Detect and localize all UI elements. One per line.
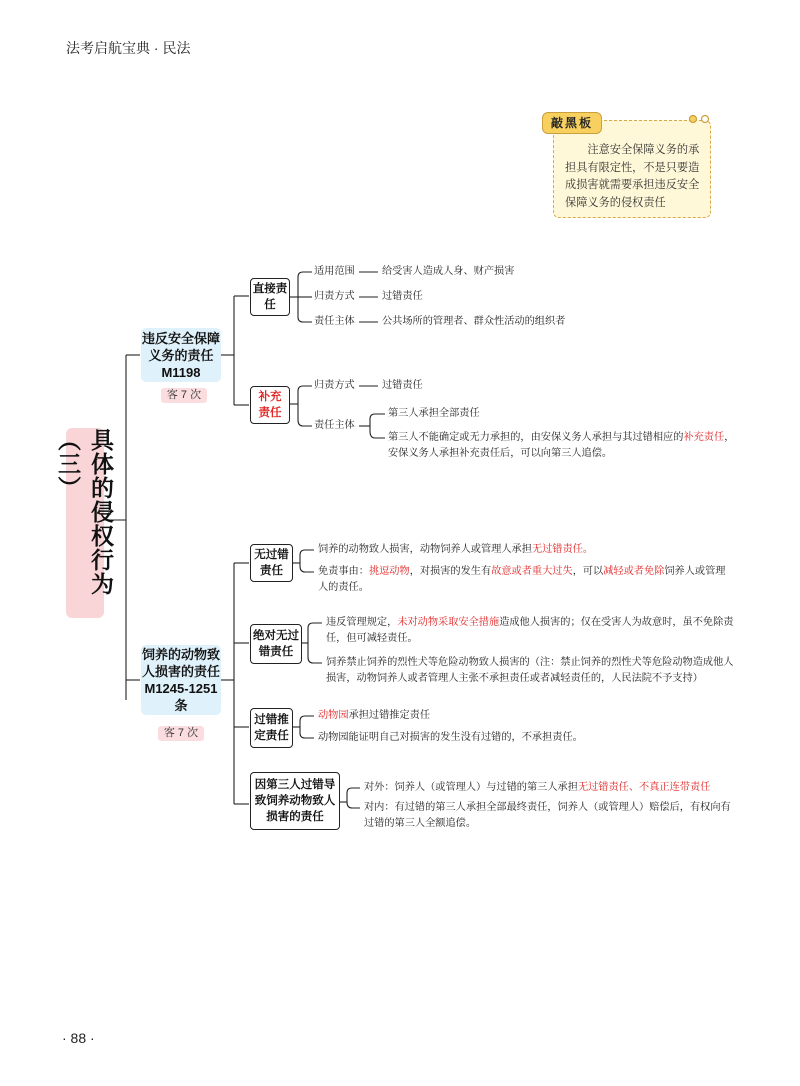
direct-attribution-label: 归责方式	[314, 291, 355, 302]
page-header: 法考启航宝典 · 民法	[66, 40, 191, 56]
direct-subject-label: 责任主体	[314, 316, 355, 327]
presumed-item2: 动物园能证明自己对损害的发生没有过错的，不承担责任。	[318, 732, 583, 743]
supplement-item2-text: 第三人不能确定或无力承担的，由安保义务人承担与其过错相应的	[388, 432, 684, 443]
presumed-item1	[318, 709, 430, 723]
absolute-item2-line1: 饲养禁止饲养的烈性犬等危险动物致人损害的（注：禁止饲养的烈性犬等危险动物造成他人	[326, 657, 734, 668]
branch-safety-duty: 违反安全保障义务的责任 M1198	[141, 328, 221, 382]
branch-safety-duty-badge: 客 7 次	[161, 388, 207, 403]
no-fault-item2-line2: 人的责任。	[318, 582, 369, 593]
no-fault-item2-highlight3: 减轻或者免除	[603, 566, 665, 577]
node-supplementary-liability	[250, 386, 290, 424]
absolute-item2-line2: 损害，动物饲养人或者管理人主张不承担责任或者减轻责任的，人民法院不予支持）	[326, 673, 703, 684]
no-fault-item1	[318, 543, 593, 557]
page-number: · 88 ·	[62, 1030, 95, 1046]
supplement-subject-label: 责任主体	[314, 420, 355, 431]
third-party-item2-line1: 对内：有过错的第三人承担全部最终责任，饲养人（或管理人）赔偿后，有权向有	[364, 802, 731, 813]
node-presumed-fault: 过错推定责任	[250, 708, 293, 748]
root-topic: 具体的侵权行为（三）	[66, 428, 104, 618]
supplementary-label-line2: 责任	[258, 407, 282, 419]
no-fault-item1-highlight: 无过错责任。	[531, 544, 594, 555]
supplement-item2	[388, 431, 734, 445]
branch-animal-damage-badge: 客 7 次	[158, 726, 204, 741]
node-third-party-fault: 因第三人过错导致饲养动物致人损害的责任	[250, 772, 340, 830]
absolute-item1-line2: 任，但可减轻责任。	[326, 633, 418, 644]
supplement-item1: 第三人承担全部责任	[388, 408, 480, 419]
third-party-item1	[364, 781, 710, 795]
direct-attribution-value: 过错责任	[382, 291, 423, 302]
tip-tab-label: 敲黑板	[542, 112, 602, 134]
supplement-attribution-label: 归责方式	[314, 380, 355, 391]
direct-scope-value: 给受害人造成人身、财产损害	[382, 266, 515, 277]
node-no-fault-liability: 无过错责任	[250, 544, 293, 582]
no-fault-item2-text-b: ，对损害的发生有	[409, 566, 492, 577]
branch-animal-damage: 饲养的动物致人损害的责任 M1245-1251 条	[141, 647, 220, 713]
tip-text: 注意安全保障义务的承担具有限定性，不是只要造成损害就需要承担违反安全保障义务的侵权责任	[565, 144, 700, 209]
direct-subject-value: 公共场所的管理者、群众性活动的组织者	[382, 316, 566, 327]
no-fault-item2-text-c: ，可以	[572, 566, 604, 577]
no-fault-item1-text: 饲养的动物致人损害，动物饲养人或管理人承担	[318, 544, 532, 555]
presumed-item1-highlight: 动物园	[318, 710, 349, 721]
direct-scope-label: 适用范围	[314, 266, 355, 277]
tip-decoration-icon	[688, 113, 712, 125]
no-fault-item2-highlight2: 故意或者重大过失	[491, 566, 573, 577]
third-party-item2-line2: 过错的第三人全额追偿。	[364, 818, 477, 829]
no-fault-item2	[318, 565, 726, 579]
presumed-item1-text: 承担过错推定责任	[348, 710, 431, 721]
third-party-item1-highlight: 无过错责任、不真正连带责任	[577, 782, 711, 793]
third-party-item1-text: 对外：饲养人（或管理人）与过错的第三人承担	[364, 782, 578, 793]
supplement-item2-highlight: 补充责任	[683, 432, 725, 443]
absolute-item1-text-a: 违反管理规定，	[326, 617, 398, 628]
supplement-item2-line2: 安保义务人承担补充责任后，可以向第三人追偿。	[388, 448, 613, 459]
absolute-item1-highlight: 未对动物采取安全措施	[397, 617, 500, 628]
no-fault-item2-highlight1: 挑逗动物	[368, 566, 410, 577]
no-fault-item2-text-a: 免责事由：	[318, 566, 369, 577]
node-absolute-no-fault: 绝对无过错责任	[250, 624, 302, 664]
supplement-item2-punct: ，	[724, 432, 735, 443]
absolute-item1	[326, 616, 734, 630]
absolute-item1-text-b: 造成他人损害的；仅在受害人为故意时，虽不免除责	[499, 617, 734, 628]
supplement-attribution-value: 过错责任	[382, 380, 423, 391]
supplementary-label-line1: 补充	[258, 391, 282, 403]
node-direct-liability: 直接责任	[250, 278, 290, 316]
no-fault-item2-text-d: 饲养人或管理	[664, 566, 726, 577]
